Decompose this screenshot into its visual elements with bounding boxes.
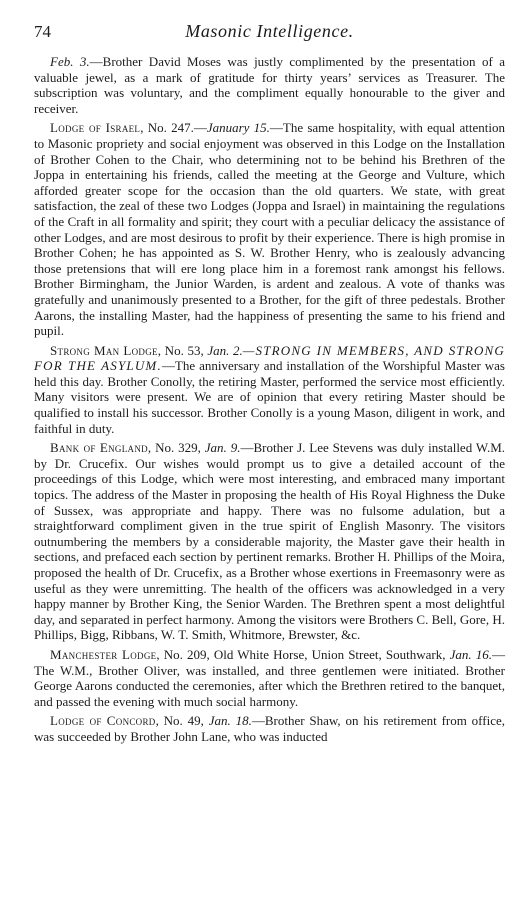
lodge-number: , No. 53, <box>157 342 208 358</box>
entry-text: —Brother David Moses was justly complimented by the presentation of a valuable jewel, as a mark of gratitude for thirty years’ services as Treasurer. The subscription was voluntary, and the compliment equally honourable to the giver and receiver. <box>34 54 505 116</box>
entry-date: January 15. <box>206 120 270 136</box>
lodge-name: Lodge of Israel <box>50 120 141 136</box>
paragraph-bank-of-england <box>34 440 505 643</box>
entry-text: —The W.M., Brother Oliver, was installed, and three gentlemen were initiated. Brother George Aarons conducted the ceremonies, after which the Brethren retired to the banquet, and passed the evening with much social harmony. <box>34 646 505 709</box>
lodge-name: Manchester Lodge <box>50 646 157 662</box>
paragraph-lodge-of-israel <box>34 120 505 338</box>
paragraph-feb-3 <box>34 54 505 116</box>
paragraph-lodge-of-concord <box>34 713 505 744</box>
entry-text: —Brother J. Lee Stevens was duly installed W.M. by Dr. Crucefix. Our wishes would prompt us to give a detailed account of the proceedings of this Lodge, which were most interesting, and embraced many important topics. The address of the Master in proposing the health of His Royal Highness the Duke of Sussex, was appropriate and happy. There was no fulsome adulation, but a straightforward compliment given in the true spirit of English Masonry. The visitors outnumbering the members by a considerable majority, the Master gave their health in sections, and prefaced each section by pertinent remarks. Brother H. Phillips of the Moira, proposed the health of Dr. Crucefix, as a Brother whose exertions in Freemasonry were as useful as they were unremitting. The health of the officers was acknowledged in a very happy manner by Brother King, the Senior Warden. The Brethren spent a most delightful day, and separated in perfect harmony. Among the visitors were Brothers C. Bell, Gore, H. Phillips, Bigg, Ribbans, W. T. Smith, Whitmore, Brewster, &c. <box>34 440 506 643</box>
lodge-number: , No. 49, <box>155 713 209 729</box>
page-number: 74 <box>34 22 51 41</box>
lodge-name: Bank of England <box>50 440 148 456</box>
entry-date: Feb. 3. <box>50 54 90 69</box>
entry-heading: —STRONG IN MEMBERS, AND STRONG FOR THE ASYLUM. <box>34 342 506 374</box>
running-head: Masonic Intelligence. <box>185 21 354 41</box>
paragraph-strong-man-lodge <box>34 343 505 437</box>
lodge-number: , No. 209, Old White Horse, Union Street, Southwark, <box>156 646 450 662</box>
lodge-name: Strong Man Lodge <box>50 342 158 358</box>
lodge-number: , No. 329, <box>147 440 205 456</box>
paragraph-manchester-lodge <box>34 647 505 709</box>
entry-date: Jan. 2. <box>207 342 243 358</box>
page-header <box>34 21 505 54</box>
entry-text: —Brother Shaw, on his retirement from office, was succeeded by Brother John Lane, who was inducted <box>34 713 505 744</box>
lodge-name: Lodge of Concord <box>50 713 156 729</box>
entry-text: —The same hospitality, with equal attention to Masonic propriety and social enjoyment was observed in this Lodge on the Installation of Brother Cohen to the Chair, who determining not to be behind his Brethren of the Joppa in entertaining his friends, called the meeting at the George and Vulture, which afforded greater scope for the occasion than the old quarters. We state, with great satisfaction, the zeal of these two Lodges (Joppa and Israel) in maintaining the regulations of the Craft in all formality and spirit; they court with a peculiar delicacy the assistance of other Lodges, and are most desirous to profit by their experience. There is high promise in Brother Cohen; he has appointed as S. W. Brother Henry, who is zealously advancing those pretensions that will ere long place him in a foremost rank amongst his fellows. Brother Birmingham, the Junior Warden, is ardent and zealous. A vote of thanks was gratefully and unanimously presented to a Brother, for the gift of three pedestals. Brother Aarons, the installing Master, had the happiness of presenting the same to his friend and pupil. <box>34 120 505 339</box>
entry-date: Jan. 18. <box>208 713 252 729</box>
entry-date: Jan. 9. <box>204 440 241 456</box>
entry-text: —The anniversary and installation of the Worshipful Master was held this day. Brother Conolly, the retiring Master, performed the service most efficiently. Many visitors were present. We are of opinion that every retiring Master should be qualified to install his successor. Brother Conolly is a young Mason, diligent in work, and faithful in duty. <box>34 358 505 436</box>
lodge-number: , No. 247.— <box>140 120 207 136</box>
entry-date: Jan. 16. <box>449 646 492 662</box>
